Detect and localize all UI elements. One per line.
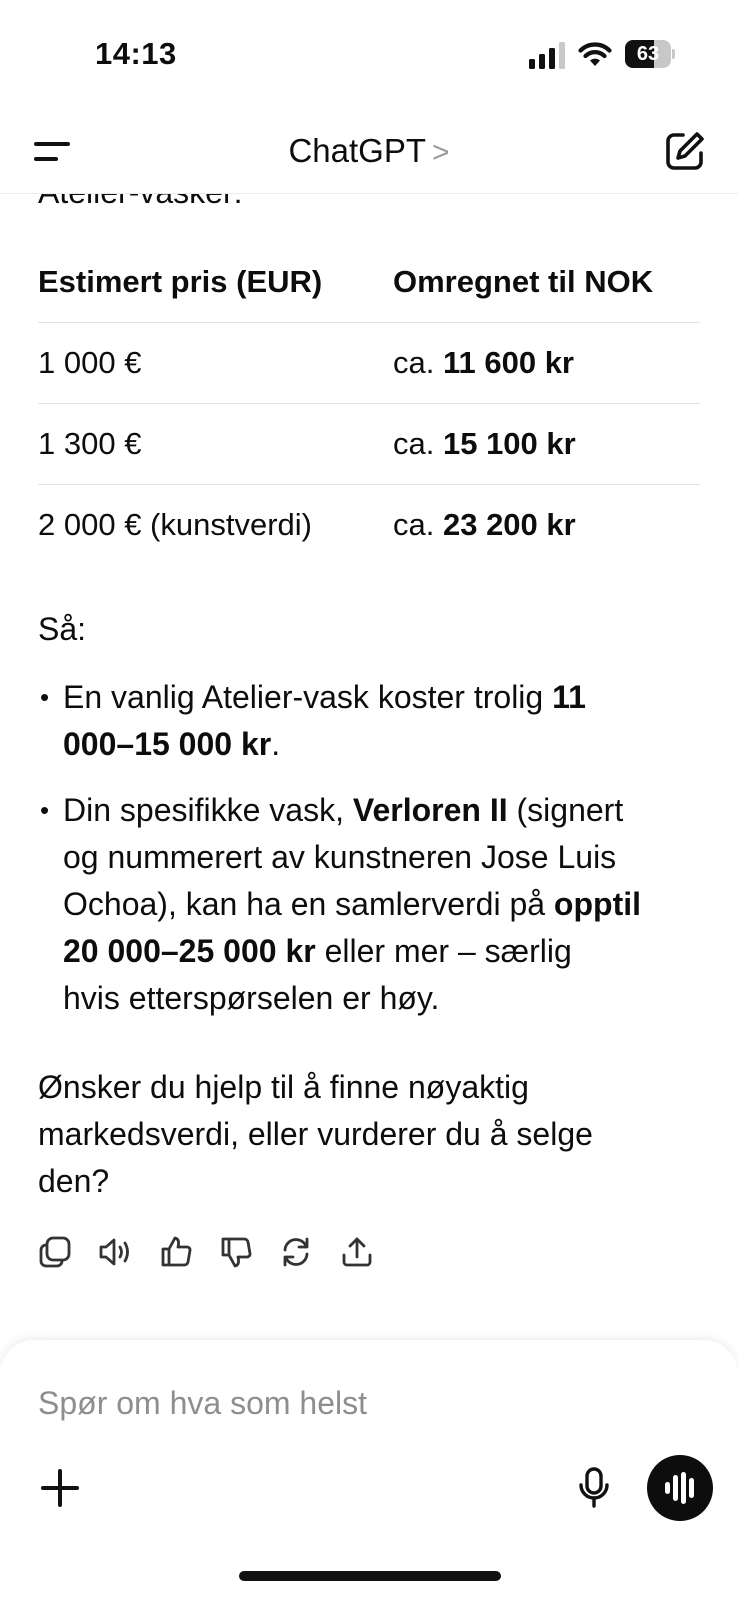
thumbs-down-icon[interactable] — [219, 1235, 253, 1269]
battery-level: 63 — [636, 43, 660, 65]
price-table — [38, 240, 700, 565]
table-cell-eur: 1 300 € — [38, 426, 142, 461]
model-selector[interactable] — [0, 132, 738, 170]
cellular-signal-icon — [529, 41, 569, 69]
bullet-dot: • — [40, 682, 50, 712]
plus-icon[interactable] — [40, 1468, 80, 1508]
message-composer — [0, 1340, 738, 1600]
chevron-right-icon: > — [432, 136, 450, 169]
table-row — [38, 323, 700, 404]
share-icon[interactable] — [340, 1235, 374, 1269]
regenerate-icon[interactable] — [279, 1235, 313, 1269]
new-chat-icon[interactable] — [664, 130, 706, 172]
table-cell-eur: 1 000 € — [38, 345, 142, 380]
table-header-eur: Estimert pris (EUR) — [38, 264, 323, 299]
table-cell-nok: ca. 15 100 kr — [393, 426, 576, 461]
table-row — [38, 485, 700, 565]
copy-icon[interactable] — [38, 1235, 72, 1269]
wifi-icon — [578, 40, 612, 68]
closing-question: Ønsker du hjelp til å finne nøyaktig markedsverdi, eller vurderer du å selge den? — [38, 1069, 593, 1199]
waveform-icon — [647, 1455, 713, 1521]
home-indicator — [239, 1571, 501, 1581]
bullet-dot: • — [40, 795, 50, 825]
table-cell-eur: 2 000 € (kunstverdi) — [38, 507, 312, 542]
message-input[interactable]: Spør om hva som helst — [38, 1385, 367, 1421]
status-bar — [0, 0, 738, 105]
so-label: Så: — [38, 611, 87, 647]
table-cell-nok: ca. 11 600 kr — [393, 345, 574, 380]
table-header-nok: Omregnet til NOK — [393, 264, 654, 299]
table-row — [38, 404, 700, 485]
thumbs-up-icon[interactable] — [159, 1235, 193, 1269]
table-cell-nok: ca. 23 200 kr — [393, 507, 576, 542]
app-title: ChatGPT — [288, 132, 426, 169]
table-header-row — [38, 240, 700, 323]
read-aloud-icon[interactable] — [98, 1235, 132, 1269]
battery-icon — [625, 40, 675, 68]
status-time: 14:13 — [95, 36, 177, 71]
voice-mode-button[interactable] — [647, 1455, 713, 1521]
microphone-icon[interactable] — [577, 1466, 611, 1510]
